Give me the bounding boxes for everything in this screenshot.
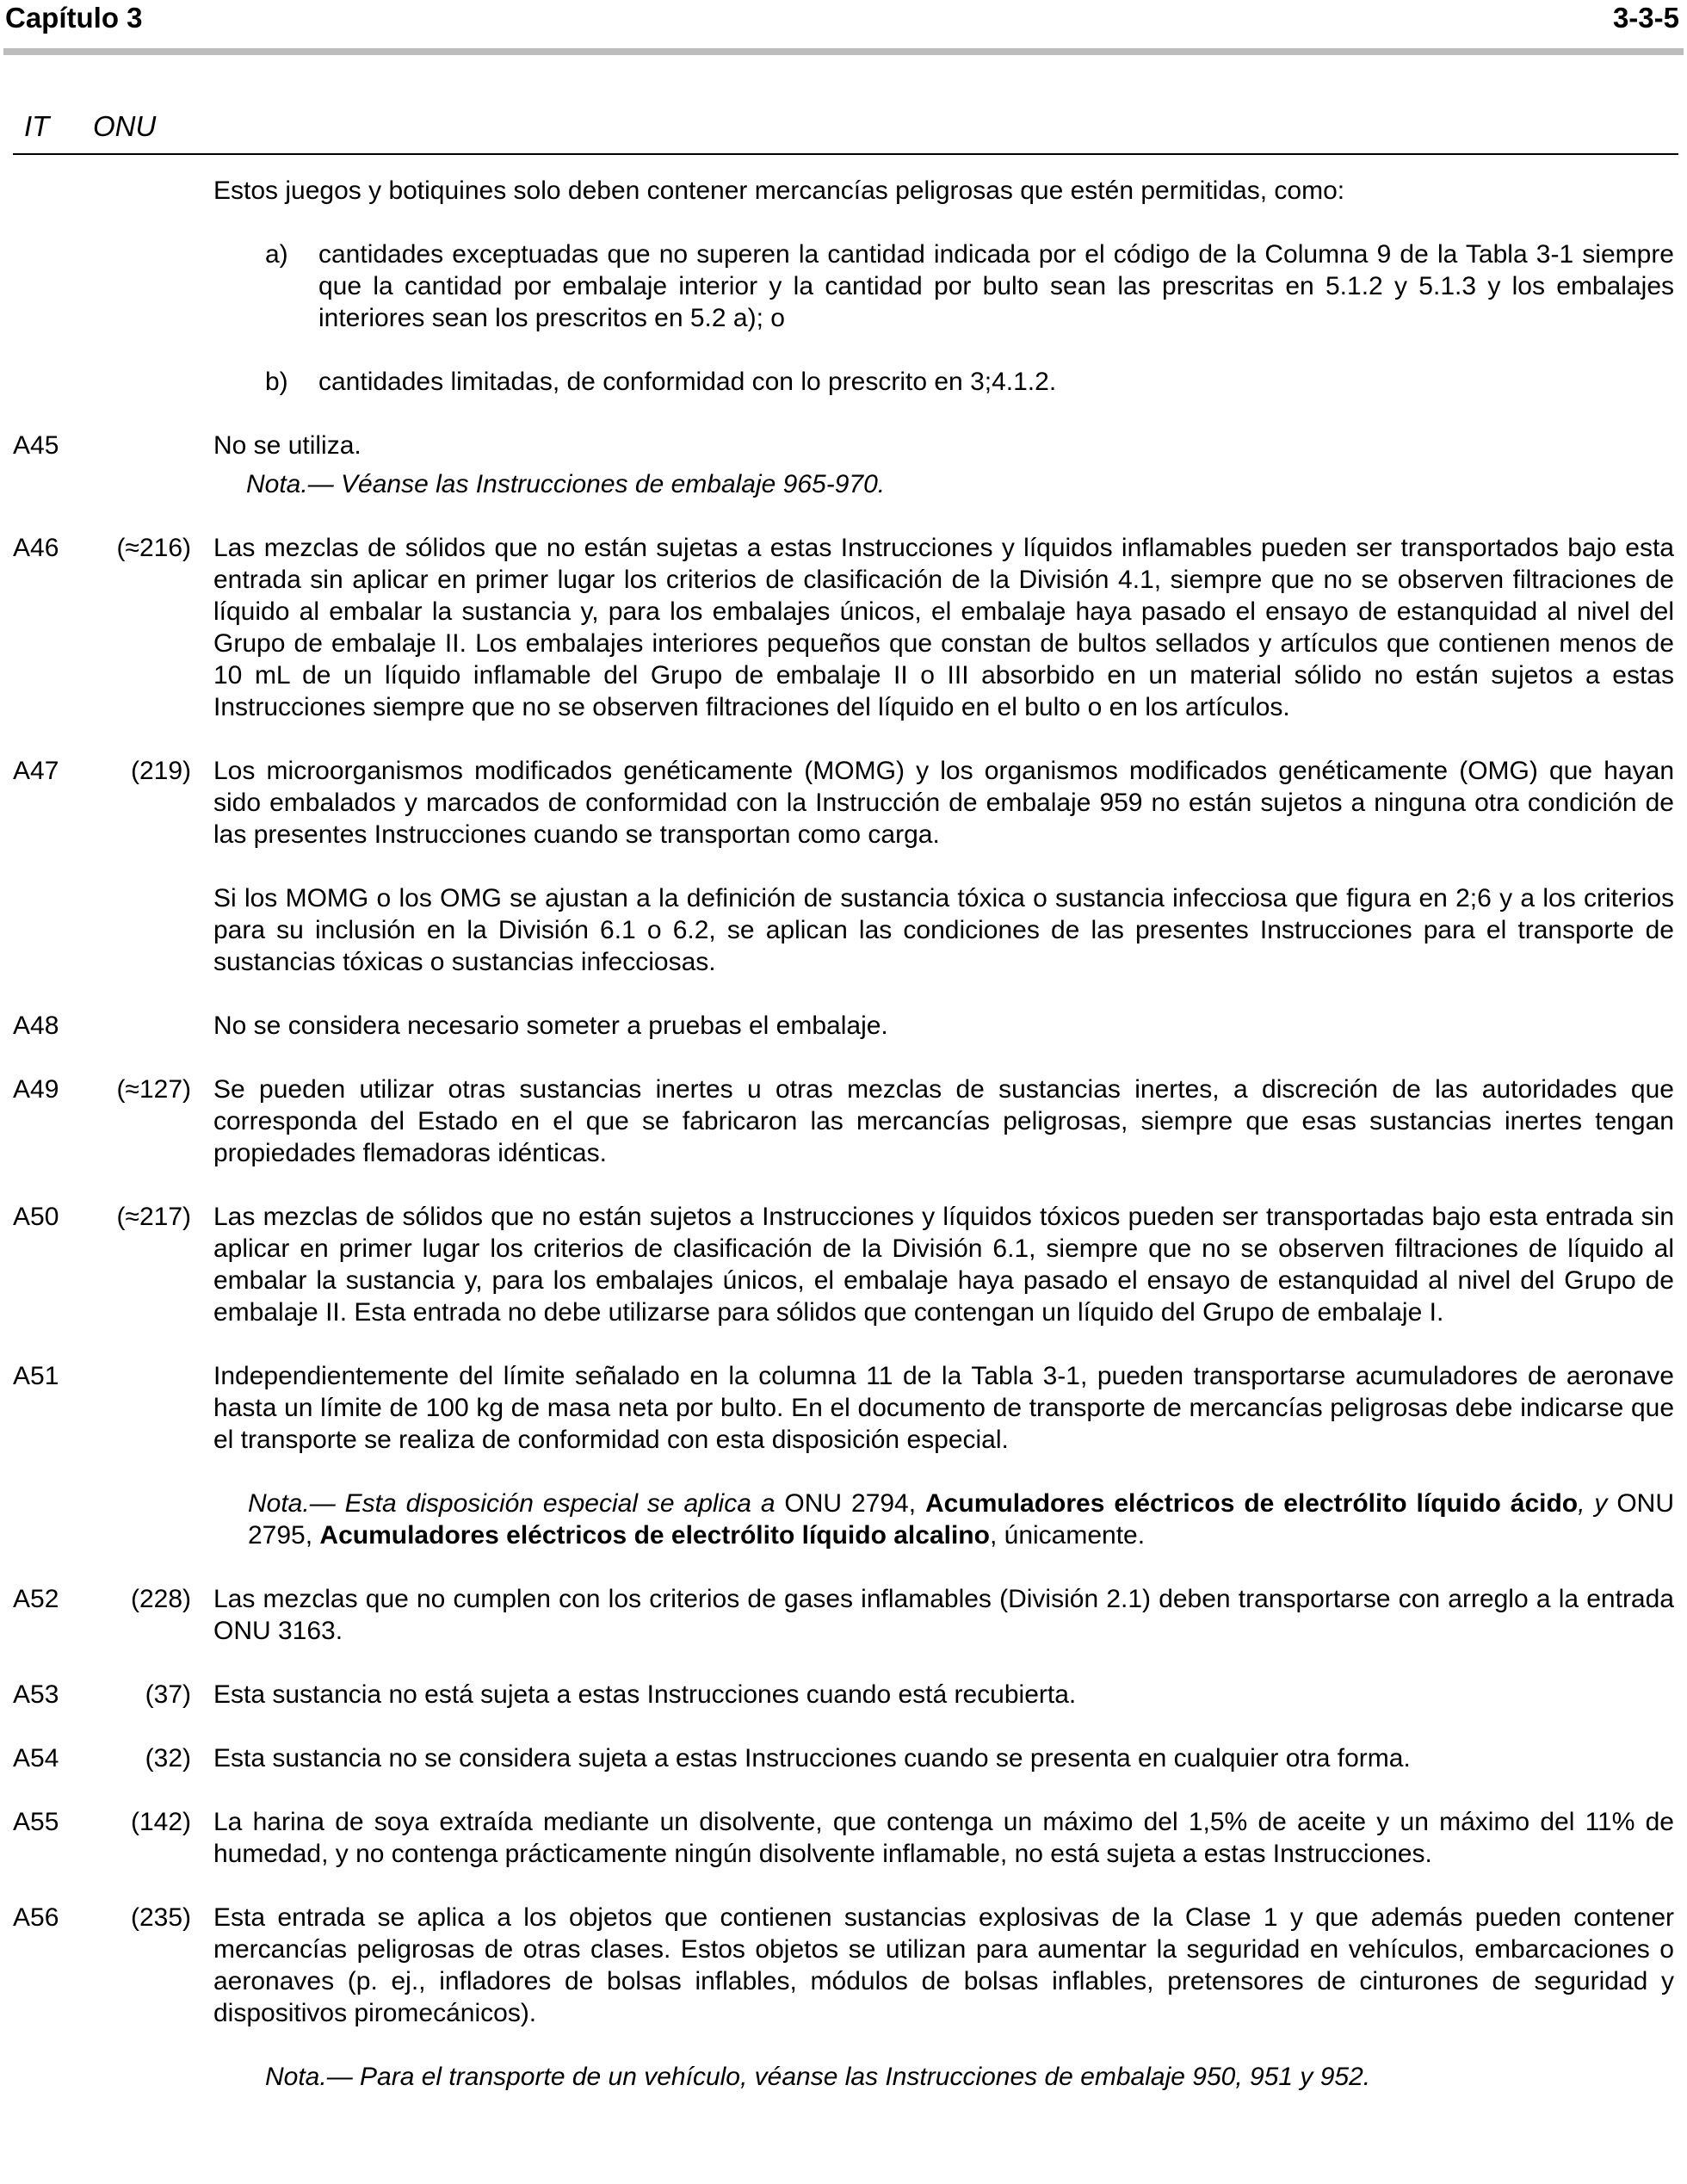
provision-text: Independientemente del límite señalado en la columna 11 de la Tabla 3-1, pueden transportarse acumuladores de aeronave hasta un límite de 100 kg de masa neta por bulto. En el documento de transporte de mercancías peligrosas debe indicarse que el transporte se realiza de conformidad con esta disposición especial.	[213, 1362, 1674, 1454]
column-header-rule	[13, 153, 1678, 155]
provision-text: Las mezclas de sólidos que no están sujetos a Instrucciones y líquidos tóxicos pueden ser transportadas bajo esta entrada sin aplicar en primer lugar los criterios de clasificación de la División 6.1, siempre que no se observen filtraciones de líquido al embalar la sustancia y, para los embalajes únicos, el embalaje haya pasado el ensayo de estanquidad al nivel del Grupo de embalaje II. Esta entrada no debe utilizarse para sólidos que contengan un líquido del Grupo de embalaje I.	[213, 1203, 1674, 1327]
onu-reference: (235)	[130, 1903, 191, 1932]
provision-text: Si los MOMG o los OMG se ajustan a la definición de sustancia tóxica o sustancia infecciosa que figura en 2;6 y a los criterios para su inclusión en la División 6.1 o 6.2, se aplican las condiciones de las presentes Instrucciones para el transporte de sustancias tóxicas o sustancias infecciosas.	[213, 884, 1674, 976]
provision-text: Esta sustancia no está sujeta a estas Instrucciones cuando está recubierta.	[213, 1680, 1077, 1709]
provision-code: A47	[13, 757, 59, 785]
chapter-title: Capítulo 3	[5, 2, 143, 34]
provision-code: A54	[13, 1744, 59, 1773]
provision-text: No se considera necesario someter a pruebas el embalaje.	[213, 1012, 888, 1040]
list-item-text: cantidades limitadas, de conformidad con lo prescrito en 3;4.1.2.	[318, 368, 1057, 396]
provision-code: A45	[13, 431, 59, 460]
provision-a54	[0, 1742, 1687, 1774]
note-un-number: ONU 2794,	[784, 1489, 917, 1518]
note-substance-name: Acumuladores eléctricos de electrólito líquido ácido	[925, 1489, 1579, 1518]
provision-a45	[0, 430, 1687, 461]
provision-code: A46	[13, 534, 59, 562]
onu-reference: (≈217)	[116, 1203, 191, 1231]
provision-code: A55	[13, 1808, 59, 1836]
note-tail: , únicamente.	[989, 1521, 1146, 1550]
provision-a55	[0, 1806, 1687, 1870]
provision-a53	[0, 1679, 1687, 1711]
list-item	[265, 366, 1674, 398]
onu-reference: (32)	[145, 1744, 191, 1773]
onu-reference: (228)	[130, 1585, 191, 1613]
note-lead: Nota.— Esta disposición especial se aplica a	[248, 1489, 776, 1518]
provision-text: La harina de soya extraída mediante un disolvente, que contenga un máximo del 1,5% de aceite y un máximo del 11% de humedad, y no contenga prácticamente ningún disolvente inflamable, no está sujeta a estas Instrucciones.	[213, 1808, 1674, 1868]
column-header-it: IT	[24, 110, 50, 142]
provision-a48	[0, 1010, 1687, 1042]
list-item-text: cantidades exceptuadas que no superen la cantidad indicada por el código de la Columna 9 de la Tabla 3-1 siempre que la cantidad por embalaje interior y la cantidad por bulto sean las prescritas en 5.1.2 y 5.1.3 y los embalajes interiores sean los prescritos en 5.2 a); o	[318, 240, 1674, 332]
provision-code: A53	[13, 1680, 59, 1709]
provision-note	[248, 1488, 1674, 1551]
provision-text: Esta entrada se aplica a los objetos que contienen sustancias explosivas de la Clase 1 y que además pueden contener mercancías peligrosas de otras clases. Estos objetos se utilizan para aumentar la seguridad en vehículos, embarcaciones o aeronaves (p. ej., infladores de bolsas inflables, módulos de bolsas inflables, pretensores de cinturones de seguridad y dispositivos piromecánicos).	[213, 1903, 1674, 2027]
note-substance-name: Acumuladores eléctricos de electrólito líquido alcalino	[319, 1521, 990, 1550]
provision-a50	[0, 1201, 1687, 1328]
onu-reference: (≈216)	[116, 534, 191, 562]
provision-note: Nota.— Para el transporte de un vehículo, véanse las Instrucciones de embalaje 950, 951 y 952.	[265, 2063, 1371, 2091]
provision-a52	[0, 1583, 1687, 1647]
page-number: 3-3-5	[1612, 2, 1679, 34]
provision-code: A48	[13, 1012, 59, 1040]
provision-a56	[0, 1902, 1687, 2029]
provision-a51	[0, 1360, 1687, 1551]
provision-code: A51	[13, 1362, 59, 1390]
onu-reference: (142)	[130, 1808, 191, 1836]
intro-entry	[0, 175, 1687, 398]
list-item-label: b)	[265, 368, 288, 396]
provision-code: A52	[13, 1585, 59, 1613]
provision-text: Las mezclas que no cumplen con los criterios de gases inflamables (División 2.1) deben transportarse con arreglo a la entrada ONU 3163.	[213, 1585, 1674, 1645]
provision-text: Se pueden utilizar otras sustancias inertes u otras mezclas de sustancias inertes, a discreción de las autoridades que corresponda del Estado en el que se fabricaron las mercancías peligrosas, siempre que esas sustancias inertes tengan propiedades flemadoras idénticas.	[213, 1075, 1674, 1167]
onu-reference: (219)	[130, 757, 191, 785]
column-header-onu: ONU	[93, 110, 157, 142]
list-item-label: a)	[265, 240, 288, 269]
provision-code: A56	[13, 1903, 59, 1932]
provision-a46	[0, 532, 1687, 723]
provision-text: Los microorganismos modificados genéticamente (MOMG) y los organismos modificados genéticamente (OMG) que hayan sido embalados y marcados de conformidad con la Instrucción de embalaje 959 no están sujetos a ninguna otra condición de las presentes Instrucciones cuando se transportan como carga.	[213, 757, 1674, 849]
provision-code: A49	[13, 1075, 59, 1104]
provision-text: No se utiliza.	[213, 431, 362, 460]
onu-reference: (≈127)	[116, 1075, 191, 1104]
provisions-list	[0, 175, 1687, 2093]
note-un-number: ONU 2795,	[248, 1489, 1674, 1550]
provision-code: A50	[13, 1203, 59, 1231]
onu-reference: (37)	[145, 1680, 191, 1709]
provision-a47	[0, 755, 1687, 978]
provision-a49	[0, 1073, 1687, 1169]
intro-text: Estos juegos y botiquines solo deben contener mercancías peligrosas que estén permitidas, como:	[213, 176, 1345, 205]
header-divider	[3, 48, 1684, 55]
provision-text: Las mezclas de sólidos que no están sujetas a estas Instrucciones y líquidos inflamables pueden ser transportados bajo esta entrada sin aplicar en primer lugar los criterios de clasificación de la División 4.1, siempre que no se observen filtraciones de líquido al embalar la sustancia y, para los embalajes únicos, el embalaje haya pasado el ensayo de estanquidad al nivel del Grupo de embalaje II. Los embalajes interiores pequeños que constan de bultos sellados y artículos que contienen menos de 10 mL de un líquido inflamable del Grupo de embalaje II o III absorbido en un material sólido no están sujetos a estas Instrucciones siempre que no se observen filtraciones del líquido en el bulto o en los artículos.	[213, 534, 1674, 721]
provision-text: Esta sustancia no se considera sujeta a estas Instrucciones cuando se presenta en cualquier otra forma.	[213, 1744, 1411, 1773]
page-header	[0, 0, 1687, 45]
provision-note: Nota.— Véanse las Instrucciones de embalaje 965-970.	[246, 470, 886, 498]
list-item	[265, 238, 1674, 334]
note-connector: , y	[1578, 1489, 1608, 1518]
